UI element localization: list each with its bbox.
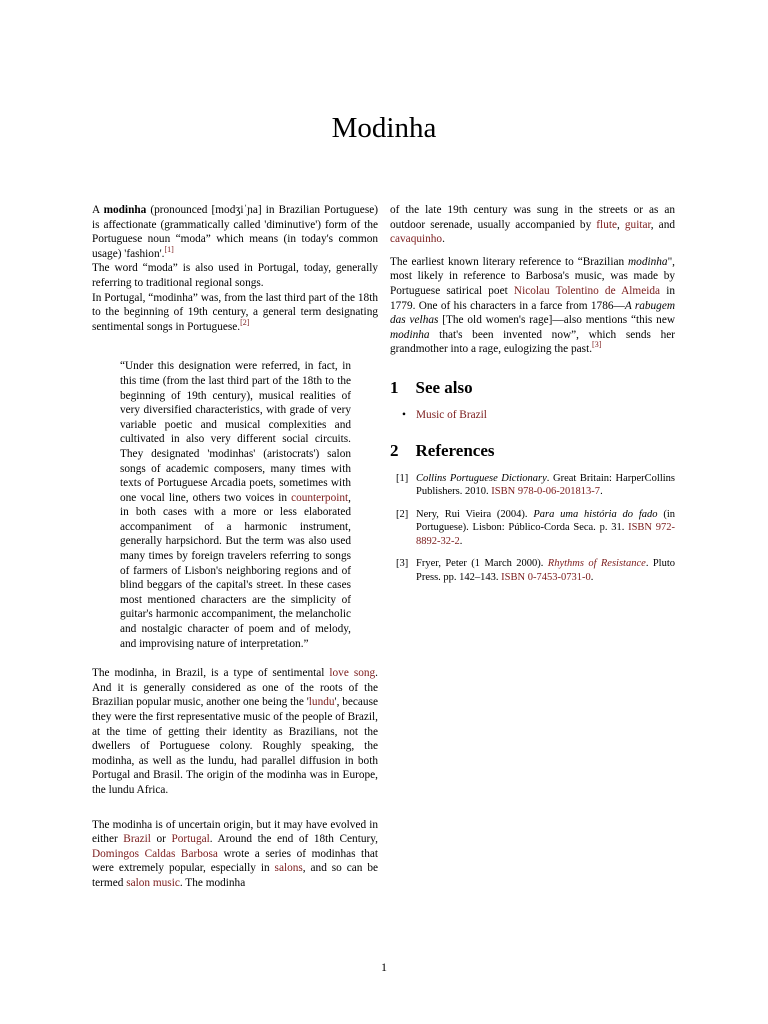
- text: , and: [650, 218, 675, 231]
- reference-number: [2]: [396, 508, 409, 520]
- text: (in Portuguese). Lisbon: Público-Corda Seca. p. 31.: [416, 508, 675, 534]
- text: wrote a series of modinhas that were extremely popular, especially in: [92, 847, 378, 875]
- page-title: Modinha: [331, 112, 437, 144]
- reference-text: [416, 508, 675, 549]
- text: ', because they were the first representative music of the people of Brazil, at the time of getting their identity as Brazilians, not the dwellers of Portuguese colony. Roughly speaking, the modinha, as well as the lundu, had parallel diffusion in both Portugal and Brasil. The origin of the modinha was in Europe, the lundu Africa.: [92, 696, 378, 796]
- text: In Portugal, “modinha” was, from the last third part of the 18th to the beginning of 19th century, a general term designating sentimental songs in Portuguese.: [92, 291, 378, 333]
- isbn-link[interactable]: ISBN 972-8892-32-2: [416, 522, 675, 547]
- reference-item: [390, 508, 675, 549]
- text: that's been invented now”, which sends her grandmother into a rage, eulogizing the past.: [390, 328, 675, 356]
- link-love-song[interactable]: love song: [329, 667, 376, 680]
- text: . And it is generally considered as one of the roots of the Brazilian popular music, another one being the ': [92, 667, 378, 709]
- text: . Pluto Press. pp. 142–143.: [416, 558, 676, 583]
- citation-link-1[interactable]: [1]: [164, 245, 174, 255]
- text: or: [150, 833, 172, 846]
- section-heading-references: [390, 441, 675, 461]
- text: in 1779. One of his characters in a farce from 1786—: [390, 284, 675, 312]
- link-rhythms-of-resistance[interactable]: [548, 558, 646, 569]
- isbn-link[interactable]: ISBN 978-0-06-201813-7: [491, 486, 601, 498]
- reference-item: [390, 472, 675, 499]
- reference-title: Rhythms of Resistance: [547, 558, 646, 570]
- section-title: References: [415, 441, 495, 461]
- block-quote: [120, 359, 351, 651]
- link-lundu[interactable]: lundu: [308, 696, 335, 709]
- text: (pronounced [modʒiˈɲa] in Brazilian Portuguese) is affectionate (grammatically called 'diminutive') form of the Portuguese noun “moda” which means (in today's common usage) 'fashion'.: [92, 204, 378, 260]
- text: . Great Britain: HarperCollins Publishers. 2010.: [416, 472, 675, 498]
- section-title: See also: [415, 377, 473, 397]
- text: . The modinha: [179, 876, 246, 889]
- citation-link-2[interactable]: [2]: [240, 317, 250, 327]
- left-column: [92, 203, 378, 891]
- link-cavaquinho[interactable]: cavaquinho: [390, 233, 443, 246]
- term-bold: modinha: [103, 204, 147, 216]
- link-salons[interactable]: salons: [274, 862, 303, 875]
- intro-paragraph-3: [92, 291, 378, 335]
- text: ", most likely in reference to Barbosa's music, was made by Portuguese satirical poet: [390, 255, 675, 297]
- literary-reference-paragraph: [390, 255, 675, 357]
- section-heading-see-also: [390, 377, 675, 397]
- intro-paragraph-2: The word “moda” is also used in Portugal, today, generally referring to traditional regional songs.: [92, 262, 378, 289]
- right-column: [390, 203, 675, 593]
- origin-paragraph: [92, 818, 378, 891]
- italic-title: A rabugem das velhas: [390, 299, 676, 327]
- text: .: [459, 535, 463, 547]
- reference-number: [1]: [396, 472, 409, 484]
- references-list: [390, 472, 675, 585]
- text: The earliest known literary reference to “Brazilian: [390, 255, 629, 268]
- text: . Around the end of 18th Century,: [209, 833, 378, 846]
- reference-text: [416, 472, 675, 499]
- page-number: 1: [381, 960, 387, 974]
- text: The modinha, in Brazil, is a type of sentimental: [92, 667, 330, 680]
- text: of the late 19th century was sung in the streets or as an outdoor serenade, usually accompanied by: [390, 204, 675, 231]
- italic-term: modinha: [390, 328, 430, 341]
- link-salon-music[interactable]: salon music: [126, 876, 180, 889]
- text: .: [442, 233, 445, 246]
- italic-term: modinha: [628, 255, 668, 268]
- text: [The old women's rage]—also mentions “this new: [438, 314, 675, 327]
- brazil-paragraph: [92, 666, 378, 797]
- continuation-paragraph: [390, 203, 675, 247]
- link-music-of-brazil[interactable]: Music of Brazil: [416, 408, 487, 421]
- section-number: 2: [390, 441, 399, 461]
- list-item: [390, 408, 675, 423]
- text: “Under this designation were referred, in fact, in this time (from the last third part of the 18th to the beginning of 19th century), musical realities of very diversified characteristics, with grade of very variable poetic and musical complexities and cultivated in also very different social circuits. They designated 'modinhas' (aristocrats') salon songs of academic composers, many times with texts of Portuguese Arcadia poets, sometimes with one vocal line, others two voices in: [120, 360, 351, 504]
- text: Nery, Rui Vieira (2004).: [416, 508, 534, 520]
- reference-item: [390, 557, 675, 584]
- reference-text: [416, 557, 675, 584]
- reference-title: Collins Portuguese Dictionary: [416, 472, 547, 484]
- link-portugal[interactable]: Portugal: [171, 833, 210, 846]
- link-guitar[interactable]: guitar: [624, 218, 651, 231]
- link-brazil[interactable]: Brazil: [123, 833, 151, 846]
- text: .: [600, 486, 603, 498]
- see-also-list: [390, 408, 675, 423]
- section-number: 1: [390, 377, 399, 397]
- isbn-link[interactable]: ISBN 0-7453-0731-0: [501, 571, 591, 583]
- reference-title: Para uma história do fado: [533, 508, 658, 520]
- text: , in both cases with a more or less elaborated accompaniment of a harmonic instrument, generally harpsichord. But the term was also used many times by foreign travelers referring to songs of farmers of Lisbon's neighboring regions and of blind beggars of the capital's street. In these cases most mentioned characters are the simplicity of guitar's harmonic accompaniment, the melancholic and nostalgic character of poem and of melody, and improvising nature of interpretation.”: [120, 491, 351, 650]
- text: .: [590, 571, 594, 583]
- text: A: [92, 204, 104, 216]
- link-domingos-caldas-barbosa[interactable]: Domingos Caldas Barbosa: [92, 847, 218, 860]
- text: ,: [617, 218, 625, 231]
- link-flute[interactable]: flute: [596, 218, 617, 231]
- text: The modinha is of uncertain origin, but it may have evolved in either: [92, 818, 378, 846]
- intro-paragraph-1: [92, 203, 378, 261]
- reference-number: [3]: [396, 558, 409, 570]
- link-counterpoint[interactable]: counterpoint: [291, 491, 349, 504]
- text: Fryer, Peter (1 March 2000).: [416, 558, 548, 570]
- link-nicolau-tolentino[interactable]: Nicolau Tolentino de Almeida: [513, 284, 661, 297]
- text: , and so can be termed: [92, 862, 378, 889]
- citation-link-3[interactable]: [3]: [592, 340, 602, 350]
